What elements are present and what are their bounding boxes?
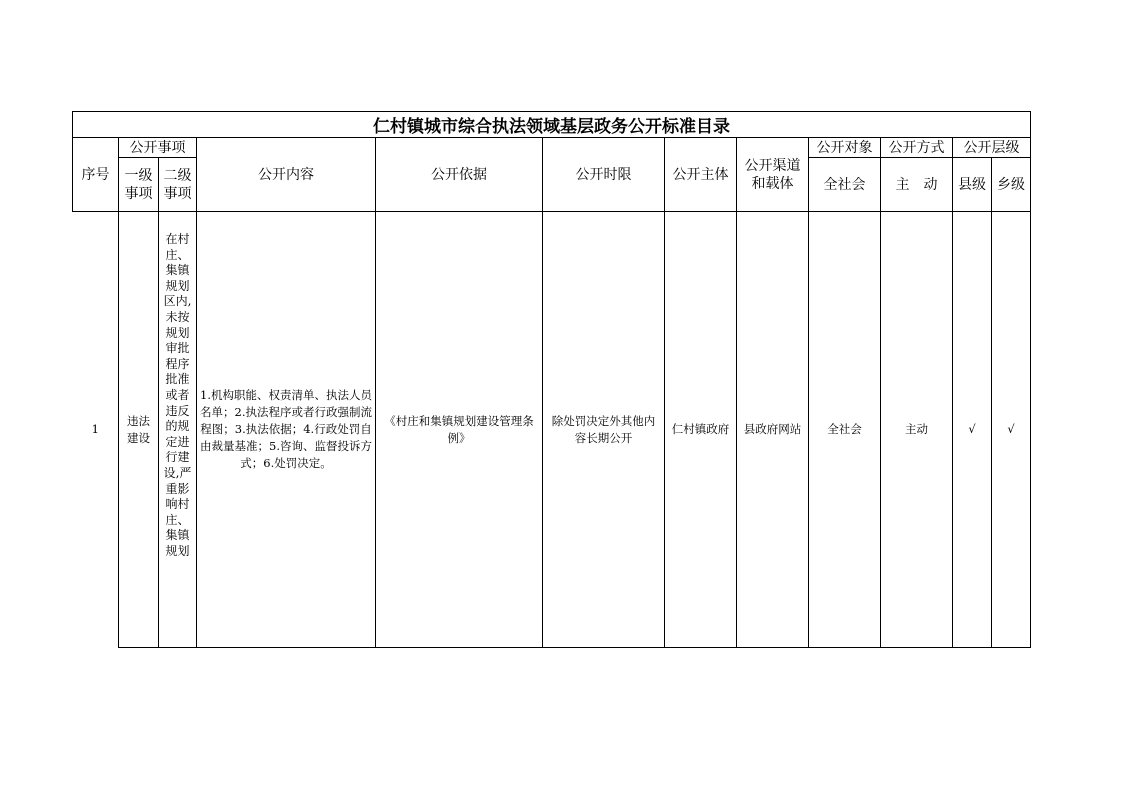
- row-basis: 《村庄和集镇规划建设管理条例》: [376, 212, 543, 648]
- row-target: 全社会: [809, 212, 881, 648]
- header-level2-label: 二级事项: [163, 167, 192, 202]
- header-township: 乡级: [992, 158, 1031, 212]
- header-level: 公开层级: [953, 138, 1031, 158]
- header-method: 公开方式: [881, 138, 953, 158]
- catalog-sheet: [72, 111, 1030, 649]
- row-level2-text: 在村庄、集镇规划区内,未按规划审批程序批准或者违反的规定进行建设,严重影响村庄、集镇规划: [163, 232, 192, 558]
- header-content: 公开内容: [197, 138, 376, 212]
- row-channel: 县政府网站: [737, 212, 809, 648]
- row-level1-text: 违法建设: [127, 413, 150, 445]
- disclosure-table: [72, 111, 1031, 648]
- header-time-limit: 公开时限: [543, 138, 665, 212]
- row-level2: [159, 212, 197, 648]
- header-level1-label: 一级事项: [124, 167, 153, 202]
- header-method-sub: 主 动: [881, 158, 953, 212]
- row-content: 1.机构职能、权责清单、执法人员名单；2.执法程序或者行政强制流程图；3.执法依据；4.行政处罚自由裁量基准；5.咨询、监督投诉方式；6.处罚决定。: [197, 212, 376, 648]
- header-level1: [119, 158, 159, 212]
- row-seq: 1: [73, 212, 119, 648]
- header-channel-label: 公开渠道和载体: [744, 157, 801, 192]
- row-county-check: √: [953, 212, 992, 648]
- header-level2: [159, 158, 197, 212]
- table-row: [73, 212, 1031, 648]
- row-level1: [119, 212, 159, 648]
- header-basis: 公开依据: [376, 138, 543, 212]
- row-township-check: √: [992, 212, 1031, 648]
- table-title: 仁村镇城市综合执法领域基层政务公开标准目录: [73, 112, 1031, 138]
- header-seq: 序号: [73, 138, 119, 212]
- header-county: 县级: [953, 158, 992, 212]
- row-method: 主动: [881, 212, 953, 648]
- row-subject: 仁村镇政府: [665, 212, 737, 648]
- header-subject: 公开主体: [665, 138, 737, 212]
- header-target: 公开对象: [809, 138, 881, 158]
- header-channel: [737, 138, 809, 212]
- header-public-items: 公开事项: [119, 138, 197, 158]
- row-time-limit: 除处罚决定外其他内容长期公开: [543, 212, 665, 648]
- header-target-sub: 全社会: [809, 158, 881, 212]
